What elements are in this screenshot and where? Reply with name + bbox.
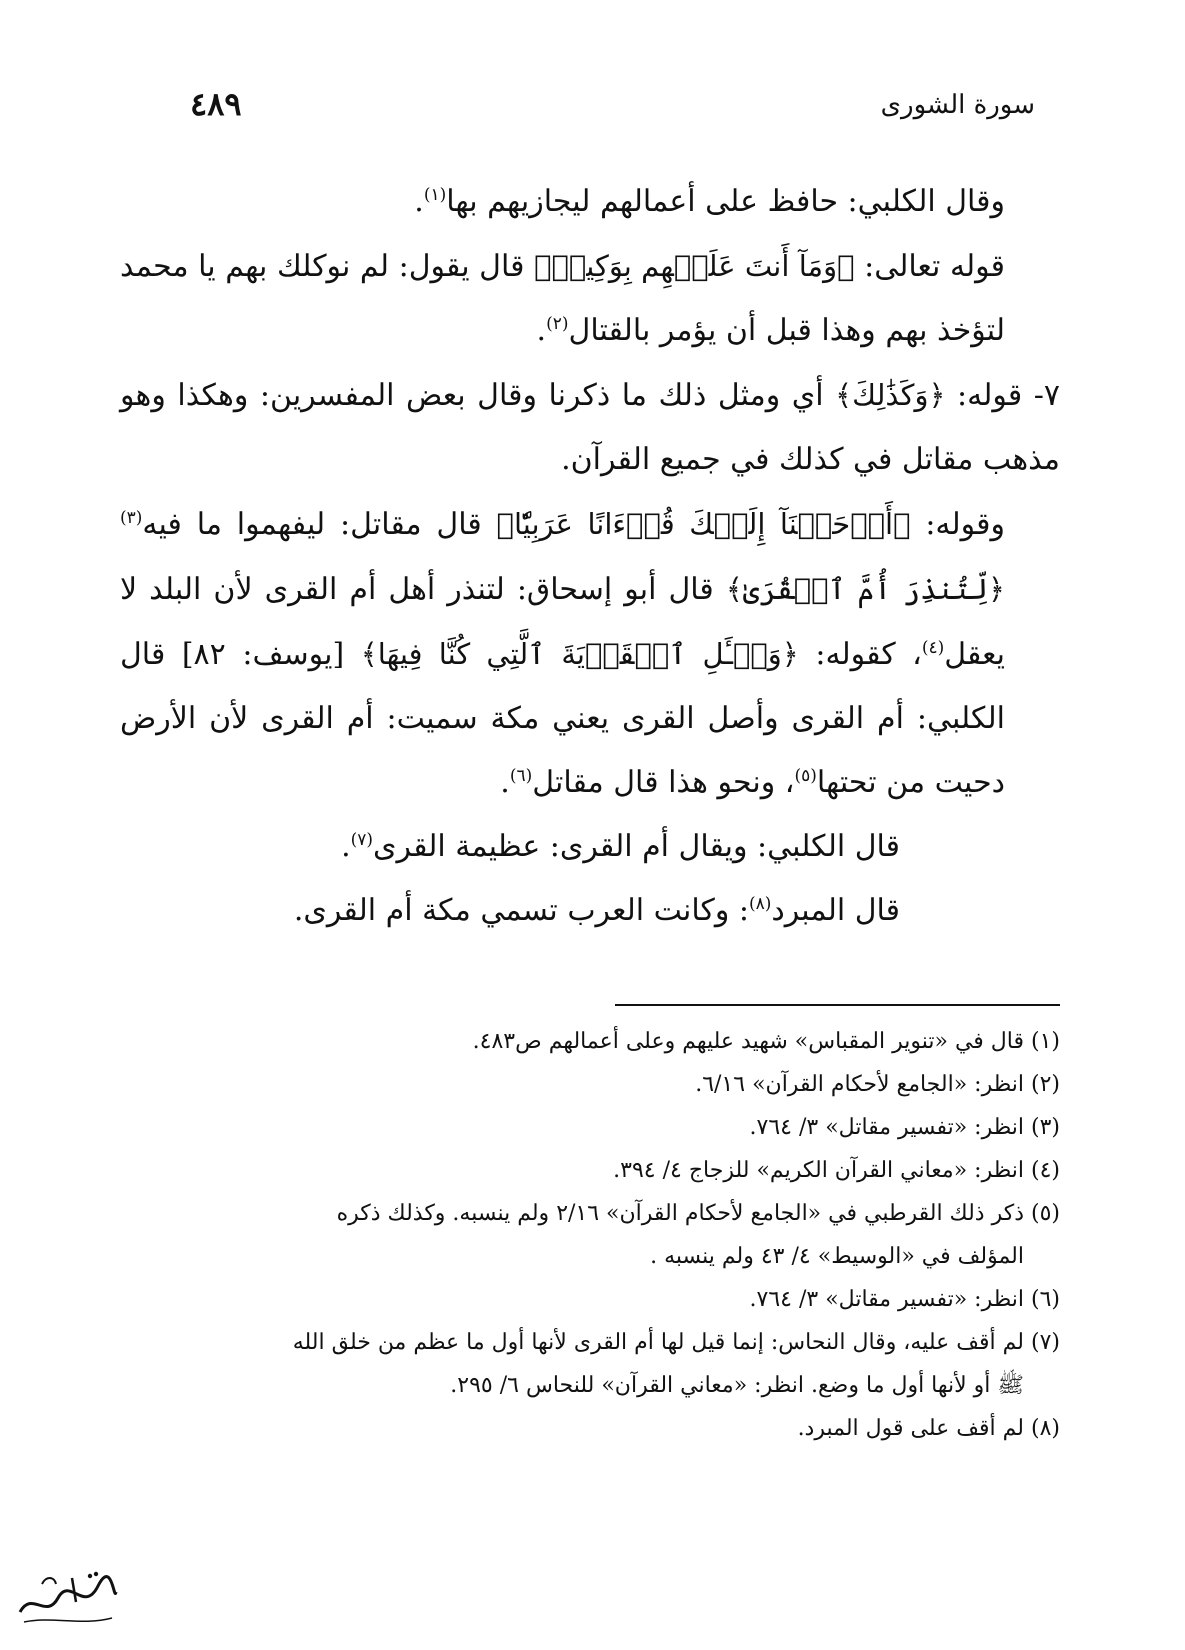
publisher-seal-logo — [12, 1562, 122, 1632]
footnote-ref: (٤) — [921, 638, 945, 658]
footnote-1: (١) قال في «تنوير المقباس» شهيد عليهم وعلى أعمالهم ص٤٨٣. — [472, 1029, 1060, 1054]
footnote-8: (٨) لم أقف على قول المبرد. — [797, 1416, 1060, 1441]
footnote-7-continued: ﷺ أو لأنها أول ما وضع. انظر: «معاني القرآن» للنحاس ٦/ ٢٩٥. — [450, 1373, 1024, 1398]
footnote-ref: (٥) — [794, 766, 817, 786]
footnotes — [120, 1020, 1060, 1450]
paragraph-6: قال المبرد$^{(٨)}$: وكانت العرب تسمي مكة أم القرى. — [293, 893, 900, 928]
surah-title: سورة الشورى — [880, 90, 1035, 120]
quran-verse: ﴿لِّتُنذِرَ أُمَّ ٱلۡقُرَىٰ﴾ — [725, 572, 1005, 606]
quran-verse: ﴿أَوۡحَيۡنَآ إِلَيۡكَ قُرۡءَانًا عَرَبِيّٗا﴾ — [496, 507, 911, 541]
quran-verse: ﴿وَكَذَٰلِكَ﴾ — [835, 378, 946, 412]
footnote-5: (٥) ذكر ذلك القرطبي في «الجامع لأحكام القرآن» ٢/١٦ ولم ينسبه. وكذلك ذكره — [336, 1201, 1060, 1226]
main-text — [120, 170, 1060, 943]
quran-verse: ﴿وَمَآ أَنتَ عَلَيۡهِم بِوَكِيلٖ﴾ — [534, 249, 855, 283]
paragraph-4: وقوله: ﴿أَوۡحَيۡنَآ إِلَيۡكَ قُرۡءَانًا عَرَبِيّٗا﴾ قال مقاتل: ليفهموا ما فيه$^{(٣)}$ ﴿لِّتُنذِرَ أُمَّ ٱلۡقُرَىٰ﴾ قال أبو إسحاق: لتنذر أهل أم القرى لأن البلد لا يعقل$^{(٤)}$، كقوله: ﴿وَسۡـَٔلِ ٱلۡقَرۡيَةَ ٱلَّتِي كُنَّا فِيهَا﴾ [يوسف: ٨٢] قال الكلبي: أم القرى وأصل القرى يعني مكة سميت: أم القرى لأن الأرض دحيت من تحتها$^{(٥)}$، ونحو هذا قال مقاتل$^{(٦)}$. — [120, 507, 1005, 800]
quran-verse: ﴿وَسۡـَٔلِ ٱلۡقَرۡيَةَ ٱلَّتِي كُنَّا فِيهَا﴾ — [360, 637, 799, 671]
footnote-ref: (٣) — [120, 508, 143, 528]
footnote-divider — [615, 1004, 1060, 1006]
footnote-7: (٧) لم أقف عليه، وقال النحاس: إنما قيل لها أم القرى لأنها أول ما عظم من خلق الله — [292, 1330, 1060, 1355]
paragraph-3: ٧- قوله: ﴿وَكَذَٰلِكَ﴾ أي ومثل ذلك ما ذكرنا وقال بعض المفسرين: وهكذا وهو مذهب مقاتل في كذلك في جميع القرآن. — [120, 378, 1060, 477]
footnote-ref: (٢) — [546, 314, 569, 334]
footnote-5-continued: المؤلف في «الوسيط» ٤/ ٤٣ ولم ينسبه . — [650, 1244, 1024, 1269]
paragraph-1: وقال الكلبي: حافظ على أعمالهم ليجازيهم بها$^{(١)}$. — [414, 184, 1005, 219]
footnote-4: (٤) انظر: «معاني القرآن الكريم» للزجاج ٤/ ٣٩٤. — [613, 1158, 1060, 1183]
footnote-ref: (٧) — [350, 830, 374, 850]
footnote-ref: (١) — [423, 185, 447, 205]
paragraph-5: قال الكلبي: ويقال أم القرى: عظيمة القرى$^{(٧)}$. — [341, 829, 900, 864]
footnote-2: (٢) انظر: «الجامع لأحكام القرآن» ٦/١٦. — [695, 1072, 1060, 1097]
footnote-ref: (٦) — [509, 766, 533, 786]
footnote-3: (٣) انظر: «تفسير مقاتل» ٣/ ٧٦٤. — [749, 1115, 1060, 1140]
footnote-ref: (٨) — [748, 894, 772, 914]
paragraph-2: قوله تعالى: ﴿وَمَآ أَنتَ عَلَيۡهِم بِوَكِيلٖ﴾ قال يقول: لم نوكلك بهم يا محمد لتؤخذ بهم وهذا قبل أن يؤمر بالقتال$^{(٢)}$. — [120, 249, 1006, 348]
page-number: ٤٨٩ — [190, 85, 242, 123]
footnote-6: (٦) انظر: «تفسير مقاتل» ٣/ ٧٦٤. — [749, 1287, 1060, 1312]
